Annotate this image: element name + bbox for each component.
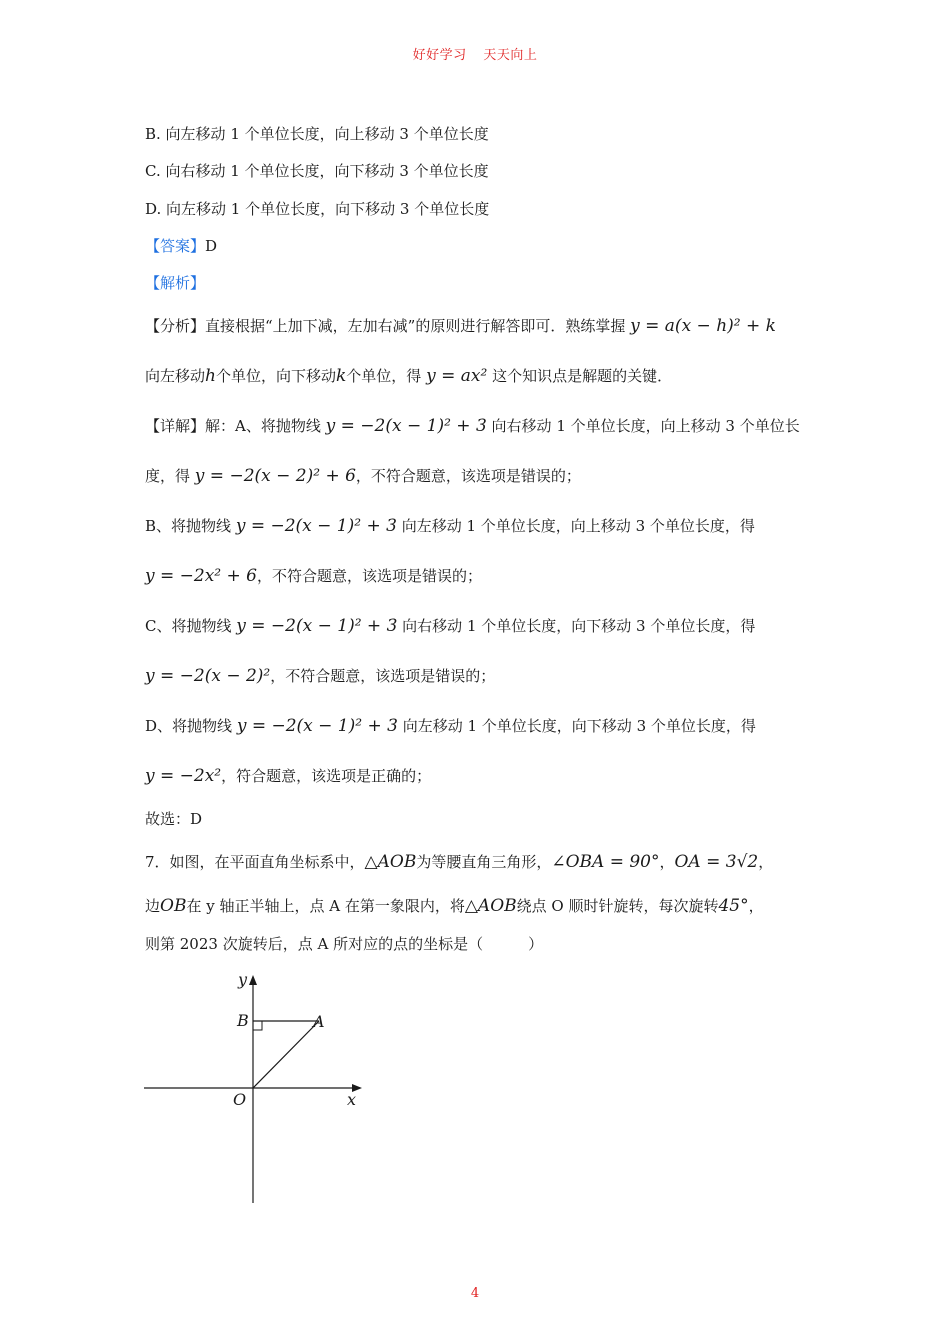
analysis-tag-text: 【解析】 <box>145 274 206 292</box>
y-axis-label: y <box>238 970 248 989</box>
q7-comma-1: ， <box>659 853 675 871</box>
q7-text-2c: 绕点 O 顺时针旋转，每次旋转 <box>516 897 719 915</box>
detail-c-pre: C、将抛物线 <box>145 617 232 635</box>
segment-ob: OB <box>160 896 187 916</box>
formula-vertex-form: y = a(x − h)² + k <box>630 316 776 336</box>
detail-b-post: 向左移动 1 个单位长度，向上移动 3 个单位长度，得 <box>401 517 755 535</box>
detail-b-pre: B、将抛物线 <box>145 517 232 535</box>
q7-text-2a: 边 <box>145 897 161 915</box>
detail-tag: 【详解】 <box>145 417 206 435</box>
right-angle-mark <box>253 1021 262 1030</box>
detail-c-suffix: ，不符合题意，该选项是错误的； <box>270 667 496 685</box>
detail-line-b1 <box>145 516 755 536</box>
q7-text-1b: 为等腰直角三角形， <box>416 853 552 871</box>
detail-line-c2 <box>145 666 495 686</box>
fenxi-tag: 【分析】 <box>145 317 206 335</box>
fenxi-text-2a: 向左移动 <box>145 367 206 385</box>
formula-base-b: y = −2(x − 1)² + 3 <box>235 516 397 536</box>
option-d: D. 向左移动 1 个单位长度，向下移动 3 个单位长度 <box>145 200 490 218</box>
fenxi-text-2d: 这个知识点是解题的关键． <box>492 367 673 385</box>
page-header <box>0 44 950 63</box>
formula-ax2: y = ax² <box>426 366 488 386</box>
analysis-tag <box>145 273 205 293</box>
header-left: 好好学习 <box>412 48 467 63</box>
answer-value: D <box>205 237 218 255</box>
q7-text-2b: 在 y 轴正半轴上，点 A 在第一象限内，将 <box>186 897 465 915</box>
q7-line-2 <box>145 896 764 916</box>
detail-a-post: 向右移动 1 个单位长度，向上移动 3 个单位长 <box>491 417 800 435</box>
detail-line-c1 <box>145 616 755 636</box>
page-number: 4 <box>470 1286 480 1301</box>
formula-base-a: y = −2(x − 1)² + 3 <box>325 416 487 436</box>
detail-a2-pre: 度，得 <box>145 467 191 485</box>
detail-line-a2 <box>145 466 581 486</box>
q7-comma-3: ， <box>748 897 764 915</box>
detail-d-suffix: ，符合题意，该选项是正确的； <box>221 767 432 785</box>
var-k: k <box>335 366 347 386</box>
formula-result-b: y = −2x² + 6 <box>145 566 257 586</box>
origin-label: O <box>233 1090 247 1109</box>
point-b-label: B <box>237 1011 249 1030</box>
fenxi-text-2b: 个单位，向下移动 <box>215 367 336 385</box>
formula-result-a: y = −2(x − 2)² + 6 <box>194 466 356 486</box>
option-b: B. 向左移动 1 个单位长度，向上移动 3 个单位长度 <box>145 125 489 143</box>
answer-tag: 【答案】 <box>145 237 206 255</box>
header-right: 天天向上 <box>483 48 538 63</box>
detail-line-a1 <box>145 416 800 436</box>
fenxi-line-2 <box>145 366 672 386</box>
detail-d-pre: D、将抛物线 <box>145 717 233 735</box>
q7-text-1a: 7．如图，在平面直角坐标系中， <box>145 853 365 871</box>
detail-d-post: 向左移动 1 个单位长度，向下移动 3 个单位长度，得 <box>402 717 756 735</box>
detail-a-pre: 解：A、将抛物线 <box>205 417 321 435</box>
q7-line-3: 则第 2023 次旋转后，点 A 所对应的点的坐标是（ ） <box>145 935 544 953</box>
detail-a-suffix: ，不符合题意，该选项是错误的； <box>355 467 581 485</box>
x-axis-label: x <box>347 1090 357 1109</box>
formula-base-d: y = −2(x − 1)² + 3 <box>236 716 398 736</box>
option-c: C. 向右移动 1 个单位长度，向下移动 3 个单位长度 <box>145 162 489 180</box>
coordinate-figure <box>140 965 380 1215</box>
rotation-angle: 45° <box>718 896 749 916</box>
detail-line-d2 <box>145 766 431 786</box>
detail-b-suffix: ，不符合题意，该选项是错误的； <box>257 567 483 585</box>
detail-line-d1 <box>145 716 756 736</box>
point-a-label: A <box>313 1012 325 1031</box>
choice-line: 故选：D <box>145 810 203 828</box>
detail-line-b2 <box>145 566 482 586</box>
formula-base-c: y = −2(x − 1)² + 3 <box>236 616 398 636</box>
fenxi-line-1 <box>145 316 776 336</box>
triangle-aob-2: △AOB <box>464 896 517 916</box>
length-oa: OA = 3√2 <box>674 852 759 872</box>
y-axis-arrow <box>249 975 257 985</box>
fenxi-text-2c: 个单位，得 <box>346 367 422 385</box>
segment-oa <box>253 1021 319 1088</box>
fenxi-text-1: 直接根据“上加下减，左加右减”的原则进行解答即可．熟练掌握 <box>205 317 626 335</box>
detail-c-post: 向右移动 1 个单位长度，向下移动 3 个单位长度，得 <box>402 617 756 635</box>
q7-line-1 <box>145 852 773 872</box>
triangle-aob: △AOB <box>364 852 417 872</box>
answer-line <box>145 236 217 256</box>
q7-comma-2: ， <box>758 853 774 871</box>
formula-result-c: y = −2(x − 2)² <box>145 666 271 686</box>
angle-oba: ∠OBA = 90° <box>551 852 660 872</box>
formula-result-d: y = −2x² <box>145 766 222 786</box>
var-h: h <box>205 366 216 386</box>
